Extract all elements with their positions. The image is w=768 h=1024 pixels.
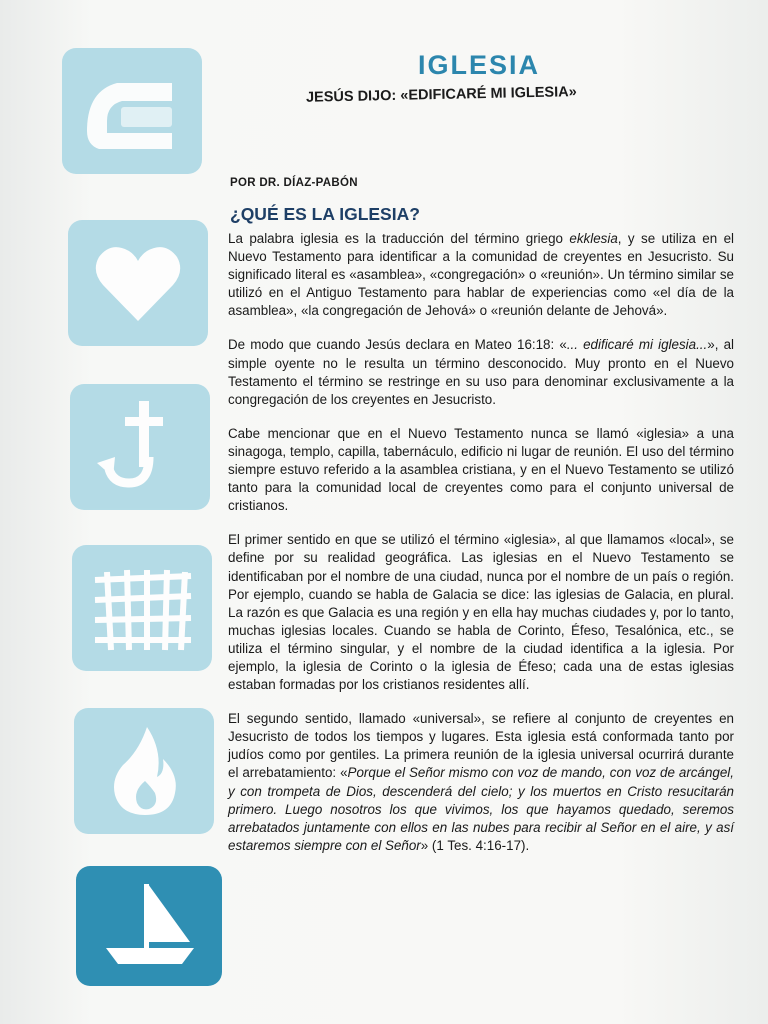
boat-icon (94, 876, 204, 976)
icon-column (62, 48, 222, 1008)
scripture-quote-thessalonians: Porque el Señor mismo con voz de mando, con voz de arcángel, y con trompeta de Dios, descenderá del cielo; y los muertos en Cristo resucitarán primero. Luego nosotros los que vivimos, los que hayamos quedado, seremos arrebatados juntamente con ellos en las nubes para recibir al Señor en el aire, y así estaremos siempre con el Señor (228, 765, 734, 853)
flame-icon (89, 721, 199, 821)
page-title: IGLESIA (418, 50, 541, 80)
paragraph-5: El segundo sentido, llamado «universal», se refiere al conjunto de creyentes en Jesucristo de todos los tiempos y lugares. Esta iglesia está conformada tanto por judíos como por gentiles. La primera reunión de la iglesia universal ocurrirá durante el arrebatamiento: «Porque el Señor mismo con voz de mando, con voz de arcángel, y con trompeta de Dios, descenderá del cielo; y los muertos en Cristo resucitarán primero. Luego nosotros los que vivimos, los que hayamos quedado, seremos arrebatados juntamente con ellos en las nubes para recibir al Señor en el aire, y así estaremos siempre con el Señor» (1 Tes. 4:16-17). (228, 711, 734, 853)
paragraph-1: La palabra iglesia es la traducción del término griego ekklesia, y se utiliza en el Nuevo Testamento para identificar a la comunidad de creyentes en Jesucristo. Su significado literal es «asamblea», «congregación» o «reunión». Un término similar se utilizó en el Antiguo Testamento para hablar de experiencias como «el día de la asamblea», «la congregación de Jehová» o «reunión delante de Jehová». (228, 231, 734, 319)
heart-icon (83, 233, 193, 333)
book-tile (62, 48, 202, 174)
boat-tile (76, 866, 222, 986)
section-heading: ¿QUÉ ES LA IGLESIA? (230, 204, 420, 224)
flame-tile (74, 708, 214, 834)
net-tile (72, 545, 212, 671)
greek-term: ekklesia (569, 231, 618, 246)
scripture-quote: ... edificaré mi iglesia... (566, 337, 708, 353)
anchor-cross-icon (85, 397, 195, 497)
paragraph-2: De modo que cuando Jesús declara en Mateo 16:18: «... edificaré mi iglesia...», al simple oyente no le resulta un término desconocido. Muy pronto en el Nuevo Testamento el término se restringe en su uso para denominar exclusivamente a la congregación de los creyentes en Jesucristo. (228, 337, 734, 407)
paragraph-4: El primer sentido en que se utilizó el término «iglesia», al que llamamos «local», se define por su realidad geográfica. Las iglesias en el Nuevo Testamento se identificaban por el nombre de una ciudad, nunca por el nombre de un país o región. Por ejemplo, cuando se habla de Galacia se dice: las iglesias de Galacia, en plural. La razón es que Galacia es una región y en ella hay muchas ciudades y, por lo tanto, muchas iglesias locales. Cuando se habla de Corinto, Éfeso, Tesalónica, etc., se utiliza el término singular, y el nombre de la ciudad identifica a la iglesia. Por ejemplo, la iglesia de Corinto o la iglesia de Éfeso; cada una de estas iglesias estaban formadas por los cristianos residentes allí. (228, 532, 734, 693)
article-body (228, 230, 734, 871)
page-subtitle: JESÚS DIJO: «EDIFICARÉ MI IGLESIA» (305, 84, 577, 106)
paragraph-3: Cabe mencionar que en el Nuevo Testamento nunca se llamó «iglesia» a una sinagoga, templo, capilla, tabernáculo, edificio ni lugar de reunión. El uso del término siempre estuvo referido a la asamblea cristiana, y en el Nuevo Testamento se utilizó tanto para la comunidad local de creyentes como para el conjunto universal de cristianos. (228, 425, 734, 514)
book-icon (77, 61, 187, 161)
heart-tile (68, 220, 208, 346)
author-byline: POR DR. DÍAZ-PABÓN (230, 177, 358, 189)
anchor-cross-tile (70, 384, 210, 510)
net-icon (87, 558, 197, 658)
